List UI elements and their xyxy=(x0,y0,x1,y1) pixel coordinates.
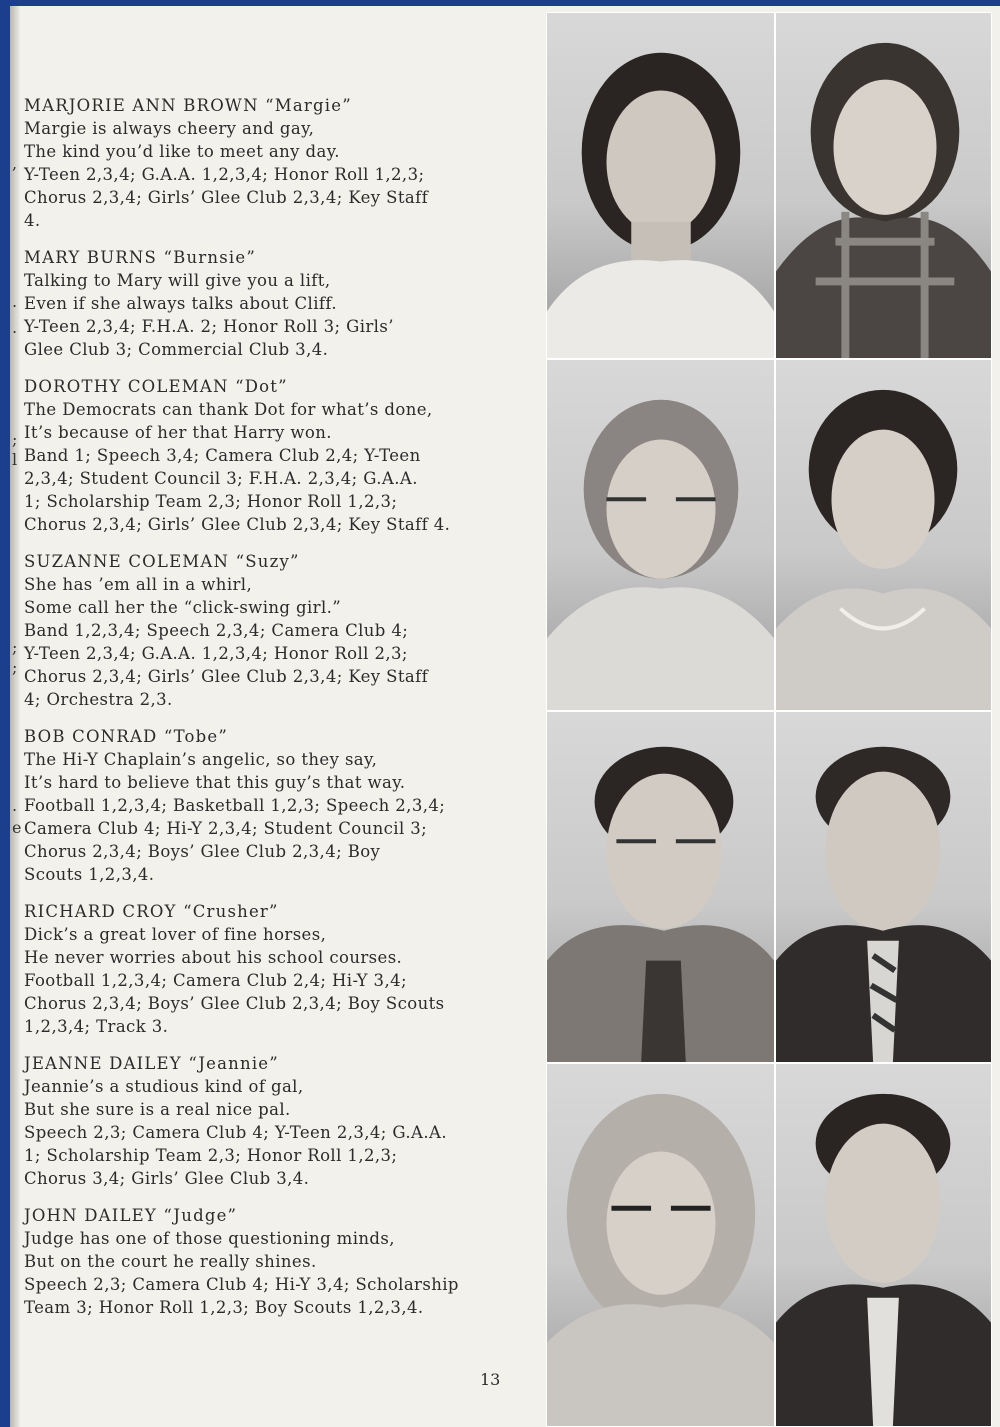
senior-activities-line: Speech 2,3; Camera Club 4; Hi-Y 3,4; Scholarship xyxy=(24,1275,459,1294)
senior-activities-line: Chorus 2,3,4; Boys’ Glee Club 2,3,4; Boy Scouts xyxy=(24,994,445,1013)
portrait-john-dailey xyxy=(775,1063,992,1427)
page-number: 13 xyxy=(480,1370,501,1389)
portrait-mary-burns xyxy=(775,12,992,359)
senior-activities-line: Chorus 3,4; Girls’ Glee Club 3,4. xyxy=(24,1169,310,1188)
senior-activities-line: 2,3,4; Student Council 3; F.H.A. 2,3,4; G.A.A. xyxy=(24,469,418,488)
portrait-jeanne-dailey xyxy=(546,1063,775,1427)
senior-verse-line: The Democrats can thank Dot for what’s done, xyxy=(24,400,433,419)
senior-name: RICHARD CROY “Crusher” xyxy=(24,902,279,921)
senior-name: DOROTHY COLEMAN “Dot” xyxy=(24,377,288,396)
senior-entry xyxy=(24,1052,504,1190)
portrait-bob-conrad xyxy=(546,711,775,1063)
senior-verse-line: The Hi-Y Chaplain’s angelic, so they say, xyxy=(24,750,378,769)
margin-marks: , . . ; l ; ; . e xyxy=(12,154,22,837)
senior-verse-line: It’s because of her that Harry won. xyxy=(24,423,332,442)
senior-verse-line: Dick’s a great lover of fine horses, xyxy=(24,925,327,944)
senior-name: MARY BURNS “Burnsie” xyxy=(24,248,256,267)
senior-activities-line: Camera Club 4; Hi-Y 2,3,4; Student Council 3; xyxy=(24,819,428,838)
senior-name: JOHN DAILEY “Judge” xyxy=(24,1206,238,1225)
senior-activities-line: Football 1,2,3,4; Camera Club 2,4; Hi-Y 3,4; xyxy=(24,971,407,990)
senior-verse-line: It’s hard to believe that this guy’s that way. xyxy=(24,773,406,792)
senior-activities-line: 1,2,3,4; Track 3. xyxy=(24,1017,169,1036)
senior-entry xyxy=(24,246,504,361)
senior-name: JEANNE DAILEY “Jeannie” xyxy=(24,1054,279,1073)
senior-activities-line: Band 1,2,3,4; Speech 2,3,4; Camera Club 4; xyxy=(24,621,409,640)
senior-activities-line: Speech 2,3; Camera Club 4; Y-Teen 2,3,4; G.A.A. xyxy=(24,1123,447,1142)
senior-entry xyxy=(24,900,504,1038)
senior-verse-line: Jeannie’s a studious kind of gal, xyxy=(24,1077,304,1096)
senior-verse-line: But she sure is a real nice pal. xyxy=(24,1100,291,1119)
senior-activities-line: Football 1,2,3,4; Basketball 1,2,3; Speech 2,3,4; xyxy=(24,796,446,815)
senior-name: SUZANNE COLEMAN “Suzy” xyxy=(24,552,300,571)
portrait-marjorie-brown xyxy=(546,12,775,359)
portrait-richard-croy xyxy=(775,711,992,1063)
senior-activities-line: Chorus 2,3,4; Girls’ Glee Club 2,3,4; Key Staff 4. xyxy=(24,515,451,534)
senior-activities-line: Y-Teen 2,3,4; G.A.A. 1,2,3,4; Honor Roll 2,3; xyxy=(24,644,408,663)
senior-name: MARJORIE ANN BROWN “Margie” xyxy=(24,96,352,115)
senior-activities-line: Chorus 2,3,4; Girls’ Glee Club 2,3,4; Key Staff xyxy=(24,188,429,207)
senior-activities-line: 4. xyxy=(24,211,41,230)
portrait-dorothy-coleman xyxy=(546,359,775,711)
senior-verse-line: Some call her the “click-swing girl.” xyxy=(24,598,342,617)
senior-activities-line: Scouts 1,2,3,4. xyxy=(24,865,155,884)
senior-activities-line: Chorus 2,3,4; Girls’ Glee Club 2,3,4; Key Staff xyxy=(24,667,429,686)
senior-activities-line: Band 1; Speech 3,4; Camera Club 2,4; Y-Teen xyxy=(24,446,421,465)
senior-name: BOB CONRAD “Tobe” xyxy=(24,727,228,746)
senior-activities-line: Y-Teen 2,3,4; F.H.A. 2; Honor Roll 3; Girls’ xyxy=(24,317,394,336)
senior-verse-line: Talking to Mary will give you a lift, xyxy=(24,271,331,290)
senior-entry xyxy=(24,375,504,536)
senior-activities-line: Team 3; Honor Roll 1,2,3; Boy Scouts 1,2,3,4. xyxy=(24,1298,424,1317)
senior-entry xyxy=(24,550,504,711)
senior-verse-line: Even if she always talks about Cliff. xyxy=(24,294,337,313)
portrait-grid xyxy=(546,12,992,1427)
senior-activities-line: 1; Scholarship Team 2,3; Honor Roll 1,2,3; xyxy=(24,492,398,511)
senior-verse-line: She has ’em all in a whirl, xyxy=(24,575,253,594)
senior-entry xyxy=(24,1204,504,1319)
senior-activities-line: Glee Club 3; Commercial Club 3,4. xyxy=(24,340,329,359)
senior-activities-line: Y-Teen 2,3,4; G.A.A. 1,2,3,4; Honor Roll 1,2,3; xyxy=(24,165,425,184)
senior-verse-line: But on the court he really shines. xyxy=(24,1252,317,1271)
portrait-suzanne-coleman xyxy=(775,359,992,711)
senior-verse-line: Judge has one of those questioning minds, xyxy=(24,1229,395,1248)
senior-bios xyxy=(24,94,504,1333)
senior-entry xyxy=(24,725,504,886)
senior-entry xyxy=(24,94,504,232)
senior-verse-line: Margie is always cheery and gay, xyxy=(24,119,315,138)
senior-verse-line: He never worries about his school courses. xyxy=(24,948,403,967)
senior-activities-line: 4; Orchestra 2,3. xyxy=(24,690,173,709)
senior-activities-line: Chorus 2,3,4; Boys’ Glee Club 2,3,4; Boy xyxy=(24,842,381,861)
senior-activities-line: 1; Scholarship Team 2,3; Honor Roll 1,2,3; xyxy=(24,1146,398,1165)
senior-verse-line: The kind you’d like to meet any day. xyxy=(24,142,340,161)
